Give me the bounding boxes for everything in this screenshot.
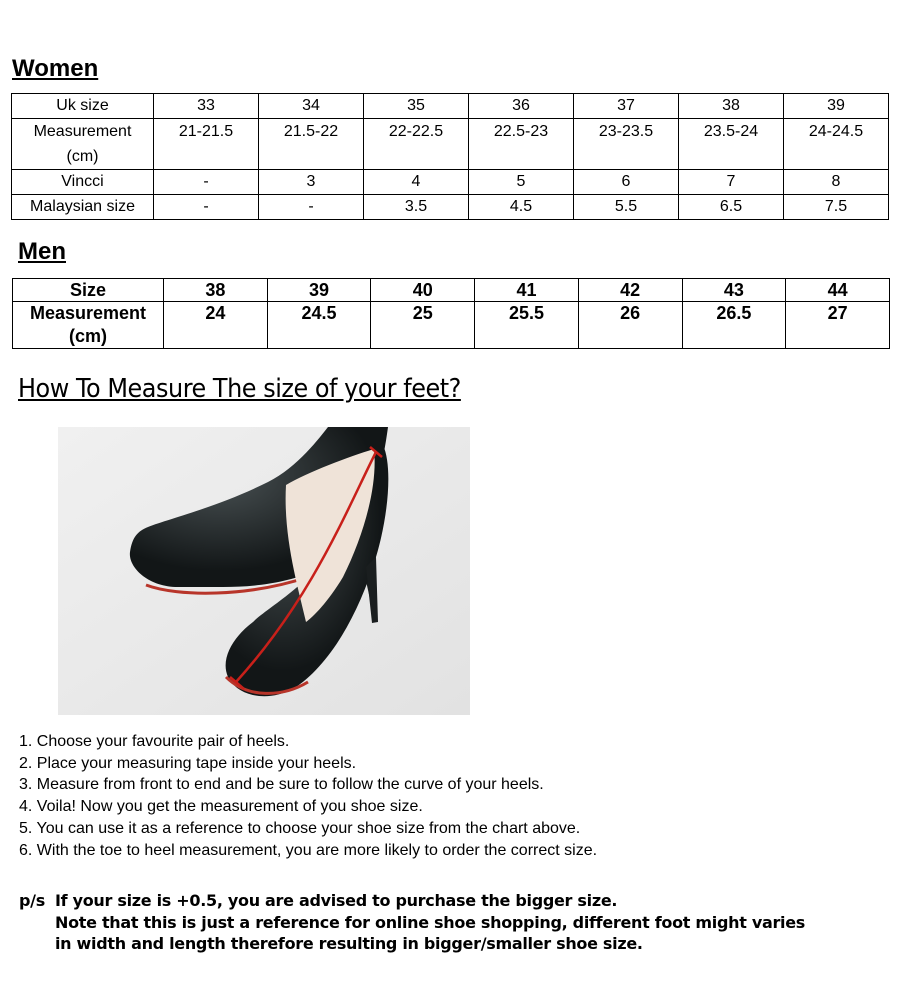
table-row [13, 302, 890, 349]
table-cell: 7.5 [784, 195, 889, 220]
table-cell: 24-24.5 [784, 119, 889, 170]
table-cell: 3.5 [364, 195, 469, 220]
women-title: Women [12, 55, 99, 82]
table-cell: 35 [364, 94, 469, 119]
table-cell: 25.5 [475, 302, 579, 349]
table-cell: 43 [682, 279, 786, 302]
table-cell: 24.5 [267, 302, 371, 349]
note-first-line [19, 890, 805, 912]
list-item: 6. With the toe to heel measurement, you are more likely to order the correct size. [19, 841, 598, 859]
table-cell: 4 [364, 170, 469, 195]
table-cell: 23-23.5 [574, 119, 679, 170]
table-cell: 33 [154, 94, 259, 119]
note-line1: If your size is +0.5, you are advised to purchase the bigger size. [55, 891, 618, 910]
men-size-table [12, 278, 890, 349]
row-label-line2: (cm) [66, 148, 99, 165]
list-item: 4. Voila! Now you get the measurement of you shoe size. [19, 798, 423, 816]
list-item: 2. Place your measuring tape inside your heels. [19, 754, 357, 772]
measuring-steps-list [19, 731, 597, 861]
table-cell: 23.5-24 [679, 119, 784, 170]
table-cell: - [259, 195, 364, 220]
row-label-line1: Measurement [33, 123, 132, 140]
heels-measurement-photo [58, 427, 470, 715]
women-size-table [11, 93, 889, 220]
heels-illustration [58, 427, 470, 715]
list-item: 3. Measure from front to end and be sure to follow the curve of your heels. [19, 776, 544, 794]
row-label-line2: (cm) [68, 326, 107, 346]
size-note [19, 890, 805, 955]
table-cell: 34 [259, 94, 364, 119]
table-cell: 7 [679, 170, 784, 195]
how-to-measure-title: How To Measure The size of your feet? [18, 374, 461, 404]
table-cell: 36 [469, 94, 574, 119]
table-cell: 21-21.5 [154, 119, 259, 170]
table-row [12, 119, 889, 170]
table-cell: 41 [475, 279, 579, 302]
table-cell: 40 [371, 279, 475, 302]
table-cell: 5 [469, 170, 574, 195]
table-cell: 38 [679, 94, 784, 119]
note-prefix: p/s [19, 891, 45, 910]
table-cell: 39 [267, 279, 371, 302]
row-label [12, 119, 154, 170]
table-cell: 22.5-23 [469, 119, 574, 170]
table-cell: 4.5 [469, 195, 574, 220]
table-cell: 24 [164, 302, 268, 349]
table-row [12, 195, 889, 220]
table-row [13, 279, 890, 302]
table-cell: 37 [574, 94, 679, 119]
row-label: Malaysian size [12, 195, 154, 220]
list-item: 1. Choose your favourite pair of heels. [19, 733, 290, 750]
note-line2: Note that this is just a reference for online shoe shopping, different foot might varies [55, 912, 805, 932]
table-cell: 6 [574, 170, 679, 195]
table-cell: 25 [371, 302, 475, 349]
table-cell: 3 [259, 170, 364, 195]
row-label [13, 302, 164, 349]
table-cell: 26.5 [682, 302, 786, 349]
table-cell: 5.5 [574, 195, 679, 220]
note-line3: in width and length therefore resulting in bigger/smaller shoe size. [55, 934, 643, 953]
table-cell: 6.5 [679, 195, 784, 220]
row-label-line1: Measurement [29, 303, 147, 323]
row-label: Uk size [12, 94, 154, 119]
table-cell: 22-22.5 [364, 119, 469, 170]
table-cell: 44 [786, 279, 890, 302]
row-label: Vincci [12, 170, 154, 195]
table-row [12, 94, 889, 119]
table-cell: 21.5-22 [259, 119, 364, 170]
table-cell: 38 [164, 279, 268, 302]
table-cell: 42 [578, 279, 682, 302]
row-label: Size [13, 279, 164, 302]
table-cell: 27 [786, 302, 890, 349]
men-title: Men [18, 238, 66, 265]
table-cell: 39 [784, 94, 889, 119]
list-item: 5. You can use it as a reference to choose your shoe size from the chart above. [19, 819, 581, 837]
table-cell: - [154, 195, 259, 220]
table-cell: 8 [784, 170, 889, 195]
table-cell: - [154, 170, 259, 195]
table-row [12, 170, 889, 195]
table-cell: 26 [578, 302, 682, 349]
